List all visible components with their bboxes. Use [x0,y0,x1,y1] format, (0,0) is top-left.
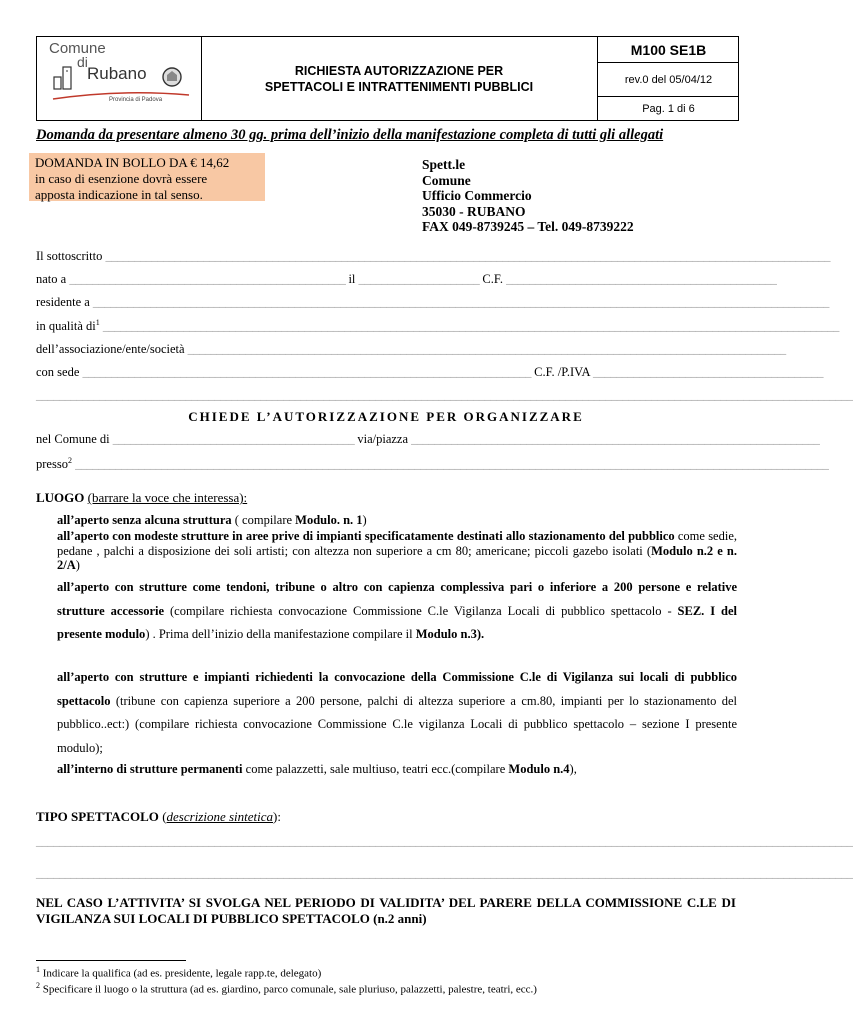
document-header [36,36,739,121]
option-module: Modulo. n. 1 [295,513,363,527]
option-text: come palazzetti, sale multiuso, teatri ecc.(compilare [242,762,509,776]
option-title: all’aperto senza alcuna struttura [57,513,232,527]
option-text: (compilare richiesta convocazione Commissione C.le Vigilanza Locali di pubblico spettacolo - [164,603,678,618]
comune-input[interactable]: __________________________________________ [112,432,355,446]
title-line-1: RICHIESTA AUTORIZZAZIONE PER [294,63,504,78]
option-title: all’aperto con strutture e impianti richiedenti la convocazione della Commissione C.le di Vigilanza sui locali di pubblico spettacolo [57,670,737,708]
vat-input[interactable]: ________________________________________ [593,365,824,379]
location-option-2[interactable] [57,529,737,573]
coat-of-arms-icon [161,65,183,89]
headquarters-input[interactable]: ______________________________________________________________________________ [82,365,532,379]
tower-icon [51,65,83,91]
field-row-extra [36,388,853,403]
option-title: all’aperto con modeste strutture in aree prive di impianti specificatamente destinati allo stazionamento del pubblico [57,529,675,543]
option-title: all’interno di strutture permanenti [57,762,243,776]
birthdate-input[interactable]: _____________________ [358,272,480,286]
municipality-logo [37,37,201,120]
recipient-line: Comune [422,172,471,188]
logo-comune: Comune [49,40,106,57]
footnote-ref: 2 [67,456,72,465]
form-code: M100 SE1B [630,41,707,58]
location-option-3[interactable] [57,576,737,647]
field-label: con sede [36,365,80,379]
street-input[interactable]: _______________________________________________________________________ [411,432,820,446]
location-option-4[interactable] [57,666,737,760]
option-module: Modulo n.3). [415,627,485,641]
option-text: come sedie, pedane , palchi a disposizione dei soli artisti; con altezza non superiore a cm 80; americane; piccoli gazebo isolati ( [57,529,737,558]
field-label: il [348,272,356,286]
tax-code-input[interactable]: _______________________________________________ [506,272,777,286]
footnote-2 [36,981,537,996]
field-row-sede [36,365,824,380]
option-module: Modulo n.2 e n. 2/A [57,543,737,572]
request-heading: CHIEDE L’AUTORIZZAZIONE PER ORGANIZZARE [188,409,584,424]
recipient-address [422,157,634,235]
recipient-line: FAX 049-8739245 – Tel. 049-8739222 [422,219,634,234]
option-text: ), [569,762,577,776]
show-type-input[interactable]: ______________________________________________________________________________________________________________________________________________ [36,834,853,848]
bollo-line-1: DOMANDA IN BOLLO DA € 14,62 [35,155,230,170]
field-row-associazione [36,342,786,357]
field-label: dell’associazione/ente/società [36,342,185,356]
field-label: in qualità di [36,319,96,334]
footnote-1 [36,965,321,980]
field-label: presso [36,457,68,472]
stamp-duty-box [29,153,265,201]
recipient-line: Spett.le [422,157,466,172]
option-text: ) [362,513,367,527]
field-label: residente a [36,295,90,309]
title-line-2: SPETTACOLI E INTRATTENIMENTI PUBBLICI [264,79,534,94]
show-type-row [36,866,853,881]
show-type-hint: descrizione sintetica [166,809,274,824]
intro-notice: Domanda da presentare almeno 30 gg. prima dell’inizio della manifestazione completa di tutti gli allegati [36,127,664,143]
recipient-line: 35030 - RUBANO [422,203,526,219]
birthplace-input[interactable]: ________________________________________________ [69,272,346,286]
field-row-qualita [36,318,839,334]
footnote-separator [36,960,186,961]
field-row-nato [36,272,777,287]
residence-input[interactable]: ________________________________________________________________________________________________________________________________ [92,295,829,309]
location-option-5[interactable] [57,761,737,777]
option-text: (tribune con capienza superiore a 200 persone, palchi di altezza superiore a cm.80, impianti per lo stazionamento del pubblico..ect:) (compilare richiesta convocazione Commissione C.le vigilanza Locali di pubblico spettacolo – sezione I presente modulo); [57,693,737,755]
bollo-line-3: apposta indicazione in tal senso. [35,187,203,202]
location-heading [36,490,247,506]
logo-di: di [77,54,88,70]
show-type-label: TIPO SPETTACOLO [36,809,159,824]
footnote-number: 2 [36,981,40,990]
footnote-text: Specificare il luogo o la struttura (ad es. giardino, parco comunale, sale pluriuso, palazzetti, palestre, teatri, ecc.) [42,983,537,996]
footnote-number: 1 [36,965,40,974]
location-option-1[interactable] [57,513,737,528]
show-type-heading: TIPO SPETTACOLO (descrizione sintetica): [36,809,281,824]
location-label: LUOGO [36,490,85,505]
option-text: ) [75,558,80,572]
extra-input[interactable]: ______________________________________________________________________________________________________________________________________________ [36,388,853,402]
footnote-ref: 1 [95,318,100,327]
option-section: SEZ. I del presente modulo [57,603,738,641]
field-label: C.F. [482,272,503,286]
revision-info: rev.0 del 05/04/12 [624,73,713,86]
field-label: via/piazza [357,432,409,446]
field-row-sottoscritto [36,249,830,264]
field-row-residente [36,295,829,310]
show-type-input-2[interactable]: ______________________________________________________________________________________________________________________________________________ [36,866,853,880]
field-label: Il sottoscritto [36,249,103,263]
option-module: Modulo n.4 [508,762,570,776]
show-type-hint-end: ): [273,809,281,824]
footnote-text: Indicare la qualifica (ad es. presidente, legale rapp.te, delegato) [42,967,322,980]
field-row-comune [36,432,820,447]
venue-input[interactable]: ___________________________________________________________________________________________________________________________________ [75,457,829,472]
field-row-presso [36,456,829,472]
field-label: C.F. /P.IVA [534,365,590,379]
option-title: all’aperto con strutture come tendoni, tribune o altro con capienza complessiva pari o inferiore a 200 persone e relative strutture accessorie [57,580,737,618]
bollo-line-2: in caso di esenzione dovrà essere [35,171,208,186]
page-number: Pag. 1 di 6 [642,102,695,115]
option-text: ( compilare [231,513,296,527]
document-title [202,37,596,120]
logo-subtitle: Provincia di Padova [109,97,163,103]
show-type-row [36,834,853,849]
role-input[interactable]: ________________________________________________________________________________________________________________________________ [102,319,839,334]
field-label: nel Comune di [36,432,110,446]
commission-validity-heading: NEL CASO L’ATTIVITA’ SI SVOLGA NEL PERIODO DI VALIDITA’ DEL PARERE DELLA COMMISSIONE C.LE DI VIGILANZA SUI LOCALI DI PUBBLICO SPETTACOLO (n.2 anni) [36,895,736,926]
recipient-line: Ufficio Commercio [422,188,532,203]
sottoscritto-input[interactable]: ______________________________________________________________________________________________________________________________ [105,249,830,263]
association-input[interactable]: ________________________________________________________________________________________________________ [187,342,786,356]
logo-rubano: Rubano [87,64,147,83]
option-text: ) . Prima dell’inizio della manifestazione compilare il [145,627,416,641]
location-hint: (barrare la voce che interessa): [87,490,248,505]
field-label: nato a [36,272,67,286]
